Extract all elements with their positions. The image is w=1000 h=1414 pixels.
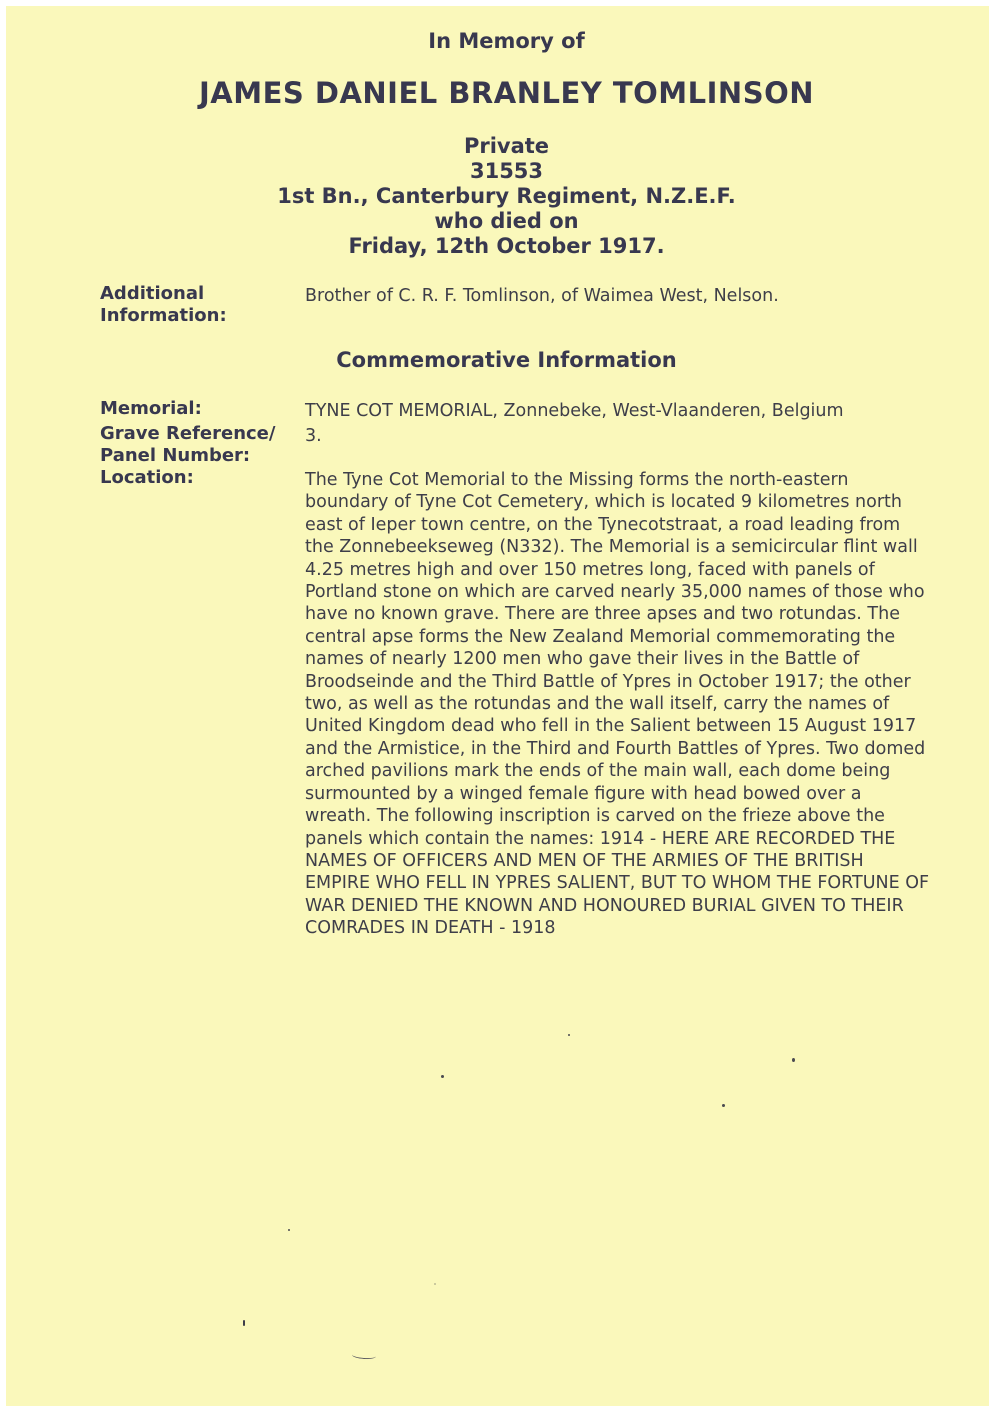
memorial-value: TYNE COT MEMORIAL, Zonnebeke, West-Vlaanderen, Belgium [305, 401, 844, 421]
unit-line: 1st Bn., Canterbury Regiment, N.Z.E.F. [277, 184, 736, 208]
additional-information-value: Brother of C. R. F. Tomlinson, of Waimea West, Nelson. [305, 286, 779, 306]
scan-speck [568, 1034, 570, 1036]
died-prefix-line: who died on [434, 209, 579, 233]
rank-line: Private [463, 134, 550, 158]
commemorative-information-heading: Commemorative Information [336, 348, 677, 372]
grave-reference-label: Grave Reference/ Panel Number: [100, 423, 276, 466]
service-details [24, 134, 989, 259]
scan-speck [288, 1229, 290, 1231]
memorial-header [6, 28, 989, 259]
grave-reference-value: 3. [305, 426, 322, 446]
memorial-label: Memorial: [100, 398, 202, 419]
scan-scratch [352, 1351, 376, 1360]
scan-speck [243, 1320, 245, 1326]
scanned-document-page [6, 6, 989, 1406]
scan-speck [441, 1075, 444, 1078]
scan-speck [792, 1058, 795, 1062]
location-value: The Tyne Cot Memorial to the Missing forms the north-eastern boundary of Tyne Cot Cemetery, which is located 9 kilometres north east of Ieper town centre, on the Tynecotstraat, a road leading from the Zonnebeekseweg (N332). The Memorial is a semicircular flint wall 4.25 metres high and over 150 metres long, faced with panels of Portland stone on which are carved nearly 35,000 names of those who have no known grave. There are three apses and two rotundas. The central apse forms the New Zealand Memorial commemorating the names of nearly 1200 men who gave their lives in the Battle of Broodseinde and the Third Battle of Ypres in October 1917; the other two, as well as the rotundas and the wall itself, carry the names of United Kingdom dead who fell in the Salient between 15 August 1917 and the Armistice, in the Third and Fourth Battles of Ypres. Two domed arched pavilions mark the ends of the main wall, each dome being surmounted by a winged female figure with head bowed over a wreath. The following inscription is carved on the frieze above the panels which contain the names: 1914 - HERE ARE RECORDED THE NAMES OF OFFICERS AND MEN OF THE ARMIES OF THE BRITISH EMPIRE WHO FELL IN YPRES SALIENT, BUT TO WHOM THE FORTUNE OF WAR DENIED THE KNOWN AND HONOURED BURIAL GIVEN TO THEIR COMRADES IN DEATH - 1918 [305, 470, 930, 939]
scan-speck [722, 1104, 725, 1107]
service-number-line: 31553 [469, 159, 544, 183]
location-label: Location: [100, 467, 194, 488]
scan-speck [434, 1283, 436, 1285]
additional-information-label: Additional Information: [100, 283, 227, 326]
deceased-name: JAMES DANIEL BRANLEY TOMLINSON [198, 76, 815, 110]
death-date-line: Friday, 12th October 1917. [348, 234, 665, 258]
in-memory-of-line: In Memory of [428, 29, 585, 53]
